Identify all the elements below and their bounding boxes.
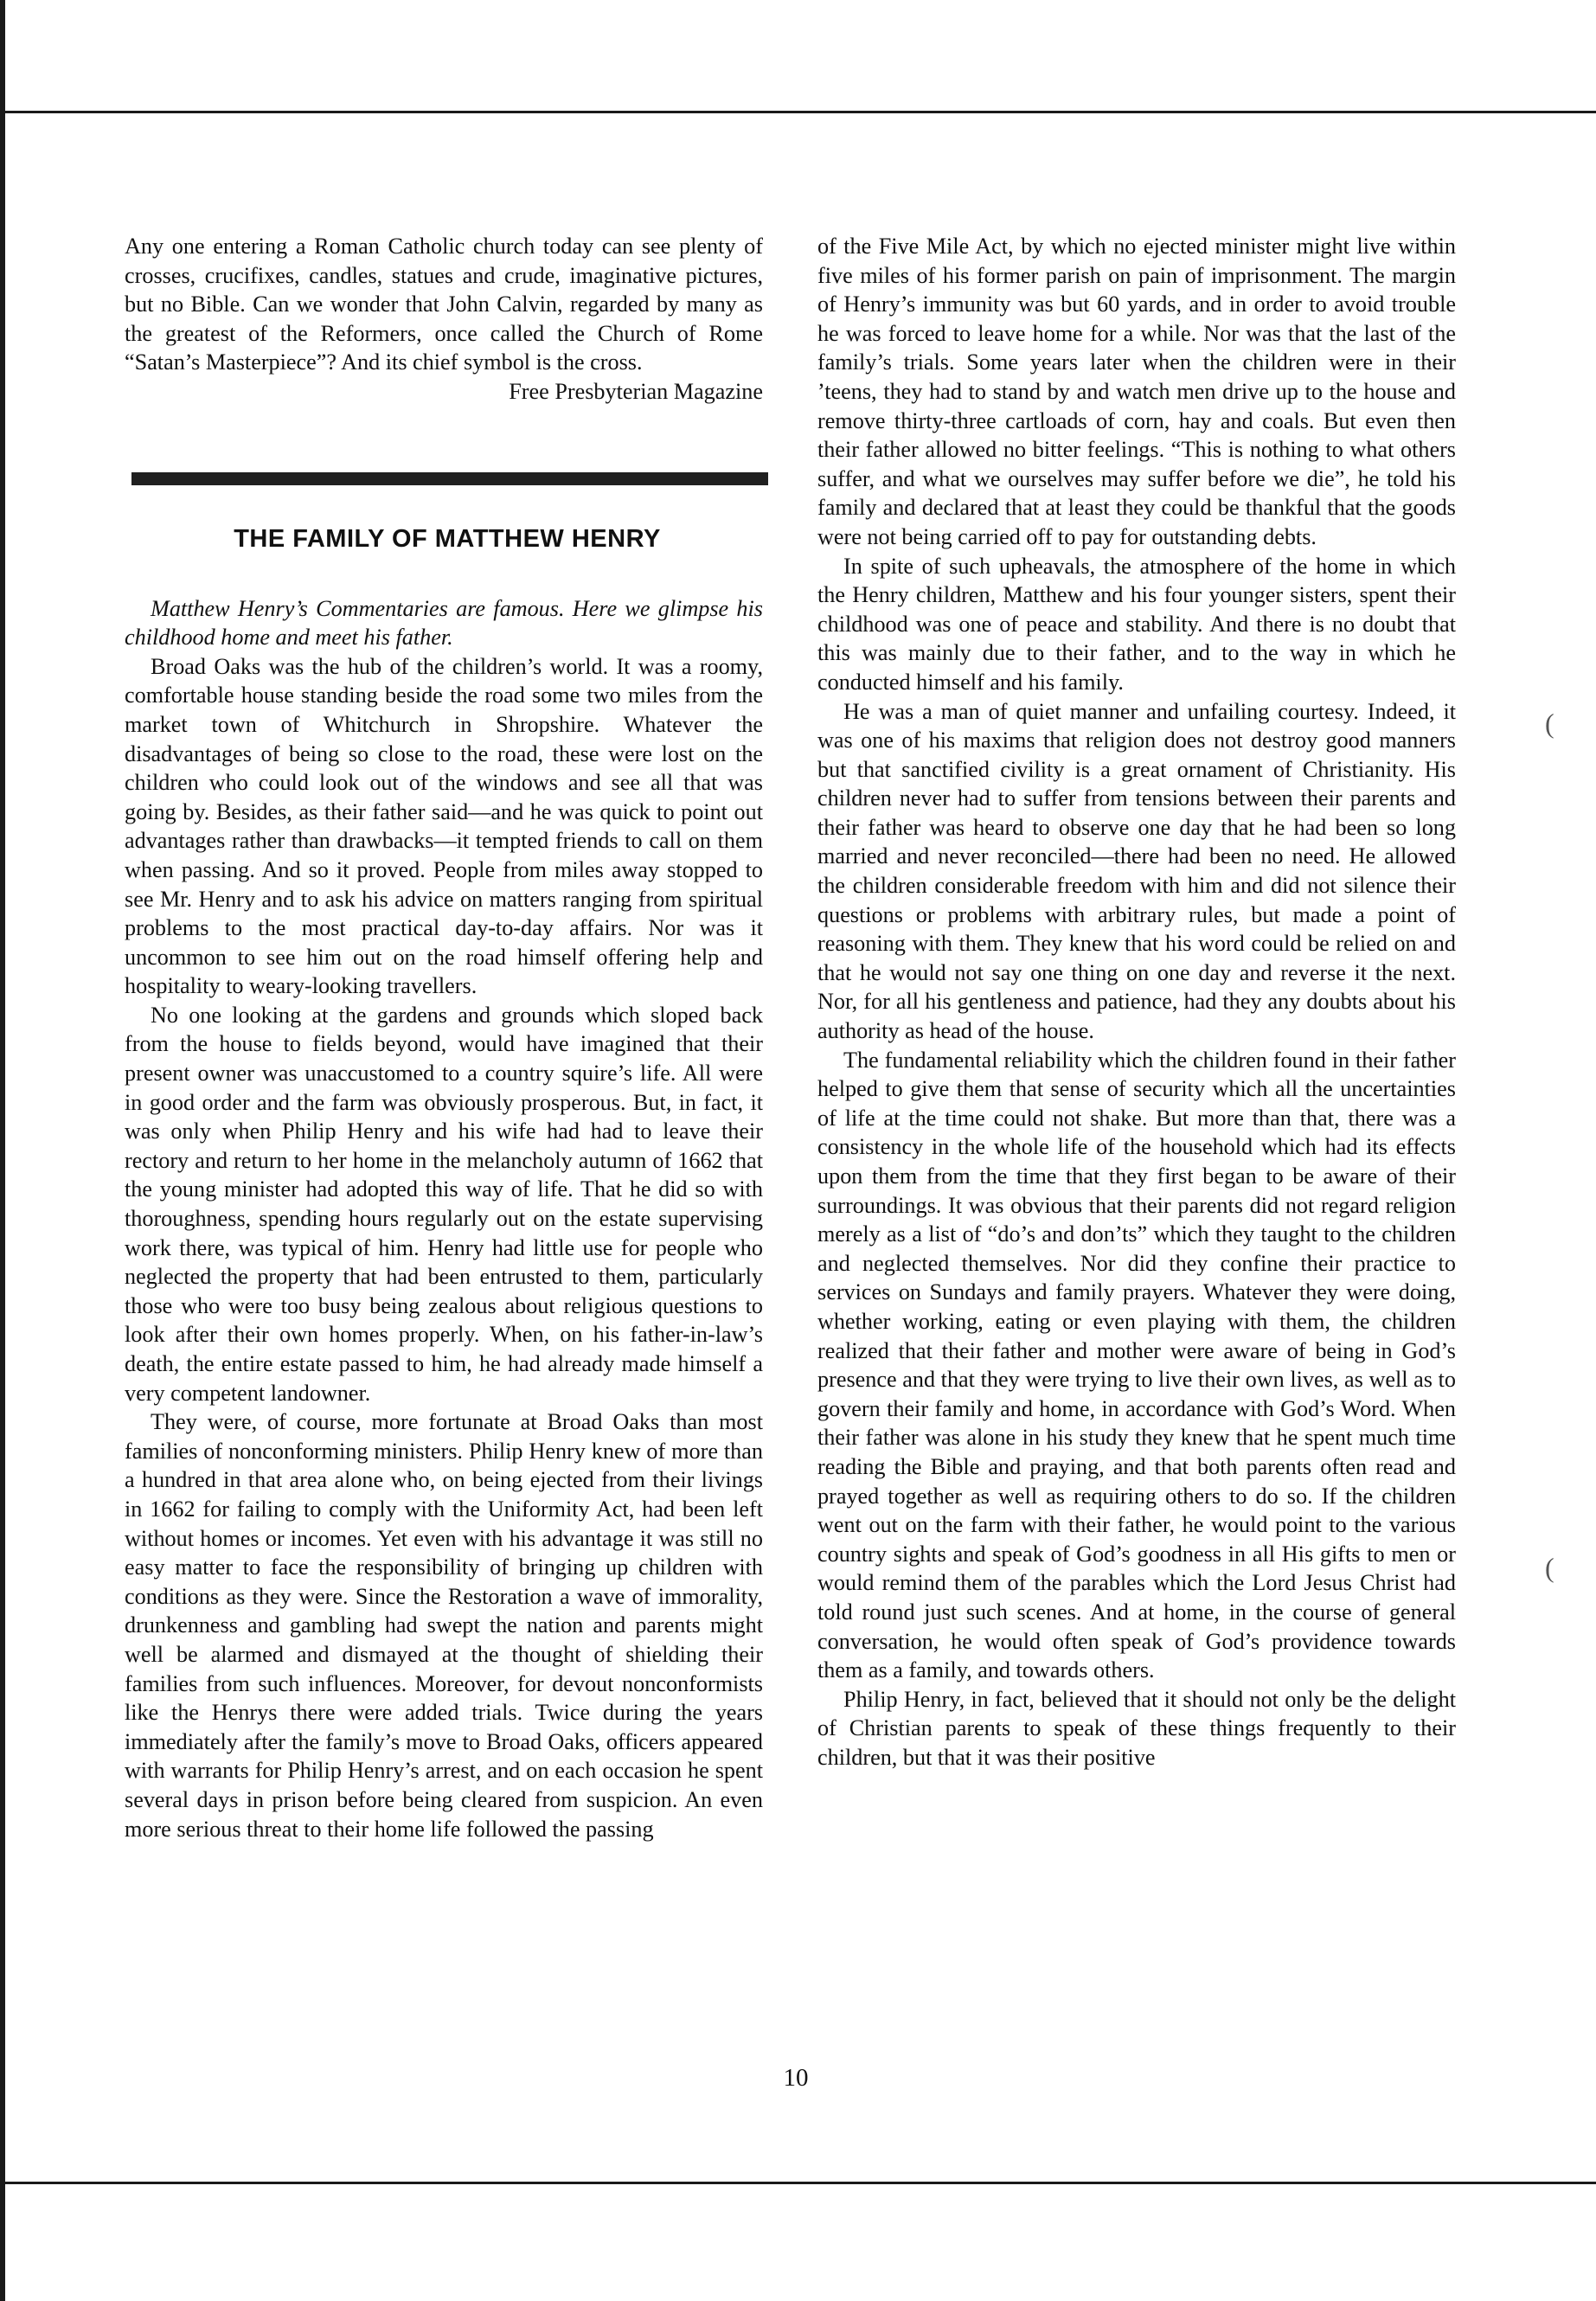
right-column [817, 232, 1456, 1772]
paragraph-continued: of the Five Mile Act, by which no ejected minister might live within five miles of his former parish on pain of imprisonment. The margin of Henry’s immunity was but 60 yards, and in order to avoid trouble he was forced to leave home for a while. Nor was that the last of the family’s trials. Some years later when the children were in their ’teens, they had to stand by and watch men drive up to the house and remove thirty-three cartloads of corn, hay and coals. But even then their father allowed no bitter feelings. “This is nothing to what others suffer, and what we ourselves may suffer before we die”, he told his family and declared that at least they could be thankful that the goods were not being carried off to pay for outstanding debts. [817, 234, 1456, 549]
page-number: 10 [783, 2064, 809, 2092]
bottom-rule [0, 2182, 1596, 2184]
paragraph: They were, of course, more fortunate at Broad Oaks than most families of nonconforming ministers. Philip Henry knew of more than a hundred in that area alone who, on being ejected from their livings in 1662 for failing to comply with the Uniformity Act, had been left without homes or incomes. Yet even with his advantage it was still no easy matter to face the responsibility of bringing up children with conditions as they were. Since the Restoration a wave of immorality, drunkenness and gambling had swept the nation and parents might well be alarmed and dismayed at the thought of shielding their families from such influences. Moreover, for devout nonconformists like the Henrys there were added trials. Twice during the years immediately after the family’s move to Broad Oaks, officers appeared with warrants for Philip Henry’s arrest, and on each occasion he spent several days in prison before being cleared from suspicion. An even more serious threat to their home life followed the passing [125, 1409, 763, 1842]
margin-mark: ( [1545, 1552, 1554, 1583]
paragraph: He was a man of quiet manner and unfailing courtesy. Indeed, it was one of his maxims that religion does not destroy good manners but that sanctified civility is a great ornament of Christianity. His children never had to suffer from tensions between their parents and their father was heard to observe one day that he had been so long married and never reconciled—there had been no need. He allowed the children considerable freedom with him and did not silence their questions or problems with arbitrary rules, but made a point of reasoning with them. They knew that his word could be relied on and that he would not say one thing on one day and reverse it the next. Nor, for all his gentleness and patience, had they any doubts about his authority as head of the house. [817, 698, 1456, 1044]
paragraph: No one looking at the gardens and grounds which sloped back from the house to fields beyond, would have imagined that their present owner was unaccustomed to a country squire’s life. All were in good order and the farm was obviously prosperous. But, in fact, it was only when Philip Henry and his wife had had to leave their rectory and return to her home in the melancholy autumn of 1662 that the young minister had adopted this way of life. That he did so with thoroughness, spending hours regularly out on the estate supervising work there, was typical of him. Henry had little use for people who neglected the property that had been entrusted to them, particularly those who were too busy being zealous about religious questions to look after their own homes properly. When, on his father-in-law’s death, the entire estate passed to him, he had already made himself a very competent landowner. [125, 1002, 763, 1406]
quote-text: Any one entering a Roman Catholic church today can see plenty of crosses, crucifixes, candles, statues and crude, imaginative pictures, but no Bible. Can we wonder that John Calvin, regarded by many as the greatest of the Reformers, once called the Church of Rome “Satan’s Masterpiece”? And its chief symbol is the cross. [125, 234, 763, 375]
paragraph: The fundamental reliability which the children found in their father helped to give them that sense of security which all the uncertainties of life at the time could not shake. But more than that, there was a consistency in the whole life of the household which had its effects upon them from the time that they first began to be aware of their surroundings. It was obvious that their parents did not regard religion merely as a list of “do’s and don’ts” which they taught to the children and neglected themselves. Nor did they confine their practice to services on Sundays and family prayers. Whatever they were doing, whether working, eating or even playing with them, the children realized that their father and mother were aware of being in God’s presence and that they were trying to live their own lives, as well as to govern their family and home, in accordance with God’s Word. When their father was alone in his study they knew that he spent much time reading the Bible and praying, and that both parents often read and prayed together as well as requiring others to do so. If the children went out on the farm with their father, he would point to the various country sights and speak of God’s goodness in all His gifts to men or would remind them of the parables which the Lord Jesus Christ had told round just such scenes. And at home, in the course of general conversation, he would often speak of God’s providence towards them as a family, and towards others. [817, 1047, 1456, 1683]
top-rule [0, 111, 1596, 113]
margin-mark: ( [1545, 708, 1554, 739]
article-title: THE FAMILY OF MATTHEW HENRY [234, 524, 661, 553]
article-standfirst: Matthew Henry’s Commentaries are famous. Here we glimpse his childhood home and meet his father. [125, 595, 763, 651]
scan-edge [0, 0, 5, 2301]
paragraph: Philip Henry, in fact, believed that it should not only be the delight of Christian parents to speak of these things frequently to their children, but that it was their positive [817, 1686, 1456, 1770]
paragraph: In spite of such upheavals, the atmosphere of the home in which the Henry children, Matthew and his four younger sisters, spent their childhood was one of peace and stability. And there is no doubt that this was mainly due to their father, and to the way in which he conducted himself and his family. [817, 553, 1456, 695]
section-divider [131, 472, 768, 485]
paragraph: Broad Oaks was the hub of the children’s world. It was a roomy, comfortable house standing beside the road some two miles from the market town of Whitchurch in Shropshire. Whatever the disadvantages of being so close to the road, these were lost on the children who could look out of the windows and see all that was going by. Besides, as their father said—and he was quick to point out advantages rather than drawbacks—it tempted friends to call on them when passing. And so it proved. People from miles away stopped to see Mr. Henry and to ask his advice on matters ranging from spiritual problems to the most practical day-to-day affairs. Nor was it uncommon to see him out on the road himself offering help and hospitality to weary-looking travellers. [125, 653, 763, 999]
quote-source: Free Presbyterian Magazine [509, 378, 763, 404]
left-column [125, 232, 763, 1843]
